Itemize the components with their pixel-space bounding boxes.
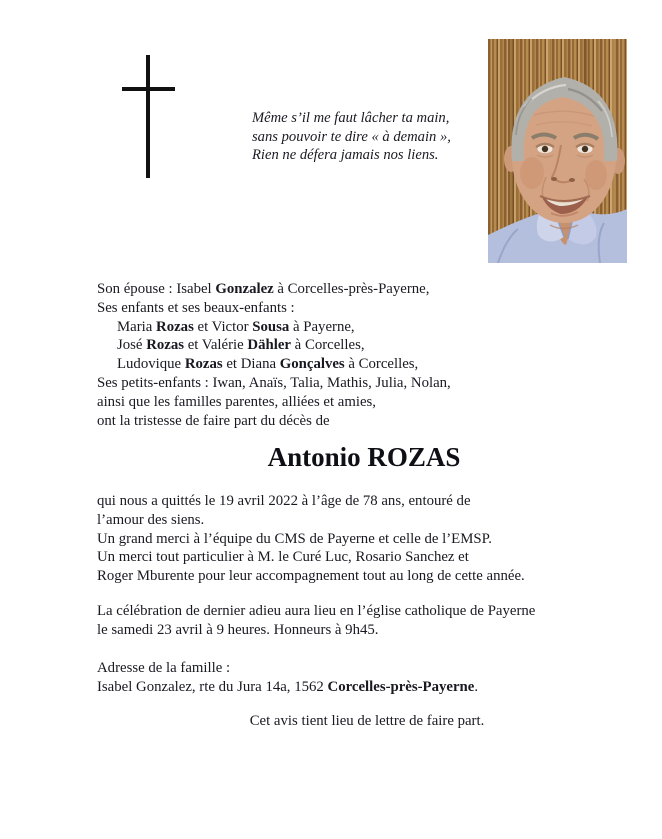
closing-line: Cet avis tient lieu de lettre de faire part.: [249, 713, 485, 729]
text-line: Ludovique Rozas et Diana Gonçalves à Corcelles,: [117, 356, 419, 373]
ceremony-paragraph: [97, 602, 642, 640]
family-paragraph: [97, 280, 642, 430]
portrait-photo: [488, 39, 627, 263]
details-paragraph: [97, 492, 642, 586]
cross-vertical-bar: [146, 55, 150, 178]
text-line: Maria Rozas et Victor Sousa à Payerne,: [117, 318, 355, 335]
text-line: ainsi que les familles parentes, alliées et amies,: [97, 393, 376, 410]
text-line: sans pouvoir te dire « à demain »,: [252, 128, 451, 145]
text-line: Rien ne défera jamais nos liens.: [252, 147, 439, 164]
text-line: Ses petits-enfants : Iwan, Anaïs, Talia, Mathis, Julia, Nolan,: [97, 374, 451, 391]
text-line: qui nous a quittés le 19 avril 2022 à l’âge de 78 ans, entouré de: [97, 493, 471, 509]
text-line: l’amour des siens.: [97, 511, 205, 528]
text-line: le samedi 23 avril à 9 heures. Honneurs à 9h45.: [97, 621, 379, 638]
text-line: ont la tristesse de faire part du décès de: [97, 412, 330, 429]
text-line: Roger Mburente pour leur accompagnement tout au long de cette année.: [97, 568, 525, 585]
text-line: Son épouse : Isabel Gonzalez à Corcelles-près-Payerne,: [97, 281, 430, 297]
cross-horizontal-bar: [122, 87, 175, 91]
text-line: Un merci tout particulier à M. le Curé Luc, Rosario Sanchez et: [97, 549, 469, 566]
text-line: Ses enfants et ses beaux-enfants :: [97, 299, 295, 316]
memorial-verse: [252, 109, 451, 165]
text-line: Même s’il me faut lâcher ta main,: [252, 110, 450, 126]
text-line: José Rozas et Valérie Dähler à Corcelles,: [117, 337, 365, 354]
text-line: Isabel Gonzalez, rte du Jura 14a, 1562 Corcelles-près-Payerne.: [97, 678, 479, 695]
text-line: La célébration de dernier adieu aura lieu en l’église catholique de Payerne: [97, 603, 536, 619]
text-line: Adresse de la famille :: [97, 660, 231, 676]
text-line: Un grand merci à l’équipe du CMS de Payerne et celle de l’EMSP.: [97, 530, 492, 547]
family-address: [97, 659, 642, 697]
deceased-name: Antonio ROZAS: [267, 442, 461, 472]
